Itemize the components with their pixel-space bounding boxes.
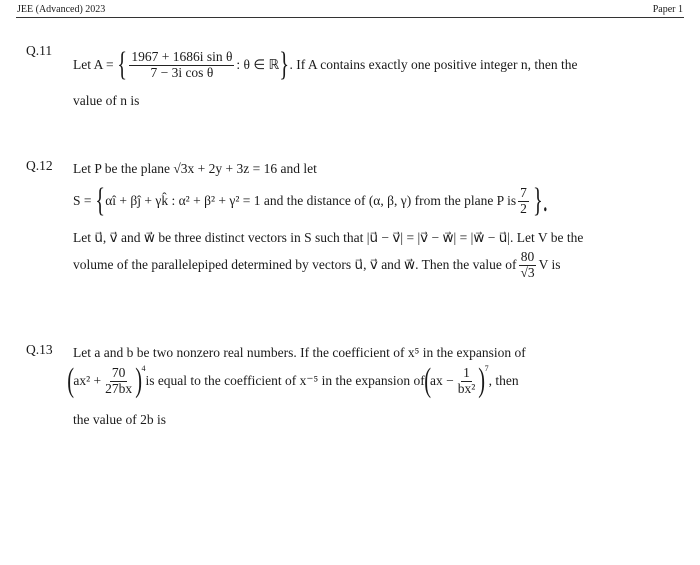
q11-fraction xyxy=(129,50,234,81)
brace-open: { xyxy=(95,182,105,219)
brace-open: { xyxy=(117,46,128,83)
denominator: 2 xyxy=(520,200,527,216)
numerator: 80 xyxy=(520,249,535,264)
s-fraction xyxy=(518,186,529,217)
e2-power: 7 xyxy=(484,364,489,373)
header-divider xyxy=(16,17,684,18)
numerator: 7 xyxy=(520,184,527,200)
question-number: Q.11 xyxy=(26,43,53,58)
line4-post: V is xyxy=(538,257,561,273)
q12-line1: Let P be the plane √3x + 2y + 3z = 16 and let xyxy=(73,161,317,176)
denominator: bx² xyxy=(457,380,476,396)
header-exam-title: JEE (Advanced) 2023 xyxy=(17,4,106,15)
denominator: 27bx xyxy=(105,380,133,396)
s-pre: S = xyxy=(73,193,95,208)
q13-mid: is equal to the coefficient of x⁻⁵ in the expansion of xyxy=(145,373,425,388)
e1-fraction xyxy=(103,366,134,397)
question-number: Q.13 xyxy=(26,342,53,357)
q11-line1 xyxy=(73,48,577,82)
line4-pre: volume of the parallelepiped determined by vectors u⃗, v⃗ and w⃗. Then the value of xyxy=(73,257,517,273)
q13-line2 xyxy=(68,364,519,398)
e1-power: 4 xyxy=(141,364,146,373)
denominator: 7 − 3i cos θ xyxy=(150,64,214,80)
e2-pre: ax − xyxy=(430,373,454,388)
q12-set-line xyxy=(73,184,550,218)
e2-fraction xyxy=(456,366,478,397)
header-paper: Paper 1 xyxy=(652,4,683,15)
q11-post: . If A contains exactly one positive integer n, then the xyxy=(289,57,578,72)
brace-close: }. xyxy=(532,182,548,219)
q11-line2: value of n is xyxy=(73,93,140,108)
e1-pre: ax² + xyxy=(73,373,102,388)
paren-close: ) xyxy=(135,362,143,399)
denominator: √3 xyxy=(520,264,535,280)
volume-fraction xyxy=(518,250,536,281)
numerator: 70 xyxy=(111,364,126,380)
numerator: 1 xyxy=(463,364,470,380)
q11-pre: Let A = xyxy=(73,57,117,72)
q13-post: , then xyxy=(488,373,519,388)
q12-line4 xyxy=(73,250,561,281)
question-number: Q.12 xyxy=(26,158,53,173)
paren-close: ) xyxy=(478,362,486,399)
paren-open: ( xyxy=(67,362,75,399)
q13-line3: the value of 2b is xyxy=(73,412,166,427)
q11-condition: : θ ∈ ℝ xyxy=(236,57,280,72)
q13-line1: Let a and b be two nonzero real numbers. If the coefficient of x⁵ in the expansion of xyxy=(73,345,526,360)
numerator: 1967 + 1686i sin θ xyxy=(131,48,233,64)
q12-line3: Let u⃗, v⃗ and w⃗ be three distinct vectors in S such that |u⃗ − v⃗| = |v⃗ − w⃗| = |w⃗ − u⃗|. Let V be the xyxy=(73,230,584,245)
paren-open: ( xyxy=(423,362,431,399)
brace-close: } xyxy=(279,46,290,83)
s-body: αî + βĵ + γk̂ : α² + β² + γ² = 1 and the distance of (α, β, γ) from the plane P is xyxy=(105,193,517,208)
